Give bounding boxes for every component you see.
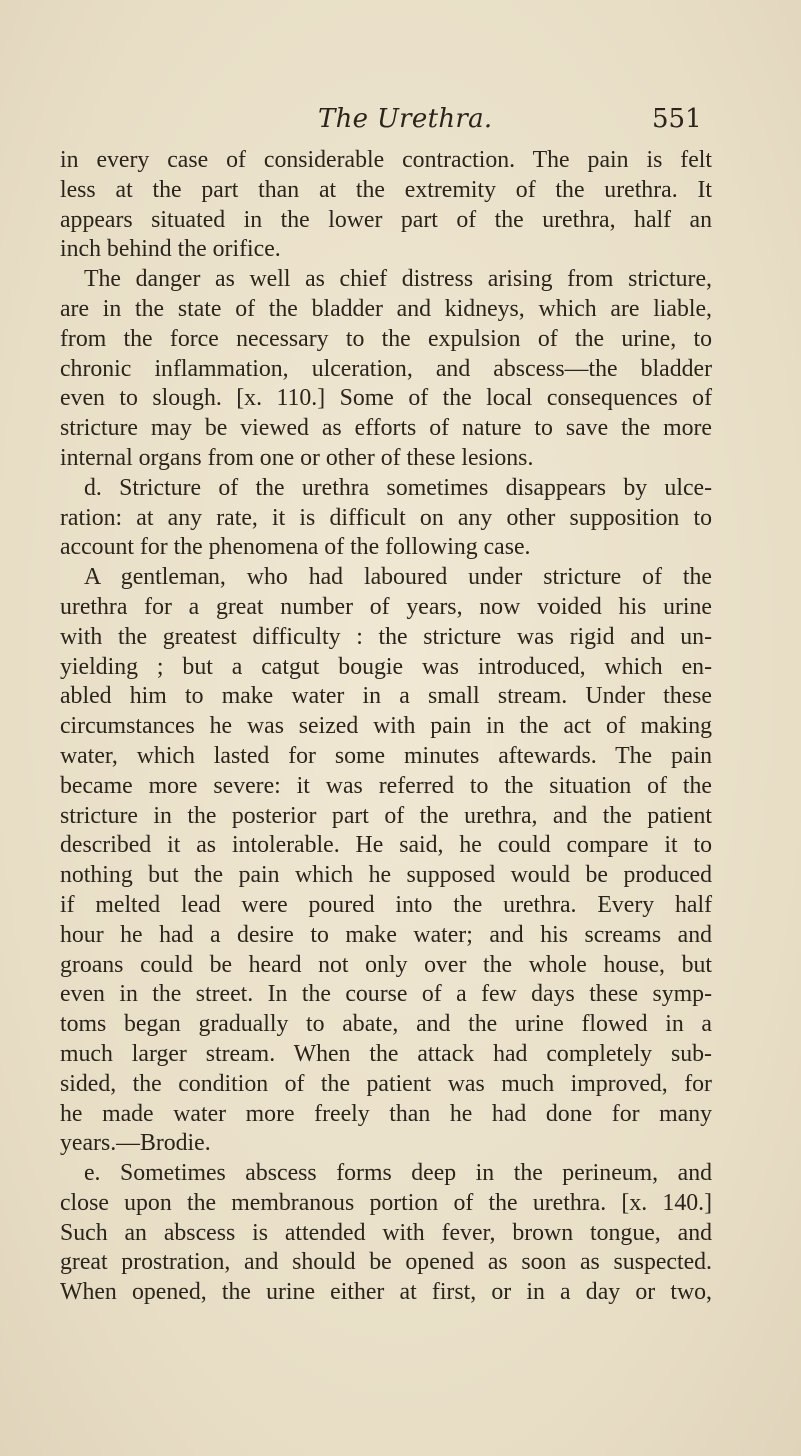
text-line: he made water more freely than he had done for many <box>60 1100 712 1127</box>
text-line: urethra for a great number of years, now voided his urine <box>60 593 712 620</box>
text-line: nothing but the pain which he supposed would be produced <box>60 862 712 889</box>
text-line: with the greatest difficulty : the stricture was rigid and un- <box>60 623 712 650</box>
text-line: d. Stricture of the urethra sometimes disappears by ulce- <box>84 474 712 501</box>
text-line: The danger as well as chief distress arising from stricture, <box>84 266 712 293</box>
text-line: abled him to make water in a small stream. Under these <box>60 683 712 710</box>
running-head <box>0 104 801 138</box>
text-line: groans could be heard not only over the whole house, but <box>60 951 712 978</box>
text-line: great prostration, and should be opened as soon as suspected. <box>60 1249 712 1276</box>
text-line: stricture may be viewed as efforts of nature to save the more <box>60 415 712 442</box>
text-line: if melted lead were poured into the urethra. Every half <box>60 891 712 918</box>
text-line: e. Sometimes abscess forms deep in the perineum, and <box>84 1160 712 1187</box>
text-line: circumstances he was seized with pain in the act of making <box>60 713 712 740</box>
text-line: stricture in the posterior part of the urethra, and the patient <box>60 802 712 829</box>
text-line: toms began gradually to abate, and the urine flowed in a <box>60 1011 712 1038</box>
text-line: ration: at any rate, it is difficult on any other supposition to <box>60 504 712 531</box>
text-line: less at the part than at the extremity of the urethra. It <box>60 176 712 203</box>
text-line: much larger stream. When the attack had completely sub- <box>60 1040 712 1067</box>
text-line: water, which lasted for some minutes aftewards. The pain <box>60 742 712 769</box>
text-line: internal organs from one or other of these lesions. <box>60 444 534 471</box>
text-line: even in the street. In the course of a few days these symp- <box>60 981 712 1008</box>
text-line: A gentleman, who had laboured under stricture of the <box>84 564 712 591</box>
text-line: chronic inflammation, ulceration, and abscess—the bladder <box>60 355 712 382</box>
text-line: from the force necessary to the expulsion of the urine, to <box>60 325 712 352</box>
text-line: are in the state of the bladder and kidneys, which are liable, <box>60 295 712 322</box>
text-line: When opened, the urine either at first, or in a day or two, <box>60 1279 712 1306</box>
text-line: years.—Brodie. <box>60 1130 211 1157</box>
text-line: close upon the membranous portion of the urethra. [x. 140.] <box>60 1189 712 1216</box>
text-line: sided, the condition of the patient was much improved, for <box>60 1070 712 1097</box>
text-line: yielding ; but a catgut bougie was introduced, which en- <box>60 653 712 680</box>
text-line: account for the phenomena of the following case. <box>60 534 531 561</box>
text-line: inch behind the orifice. <box>60 236 281 263</box>
body-text <box>60 146 712 1308</box>
text-line: in every case of considerable contraction. The pain is felt <box>60 147 712 173</box>
text-line: Such an abscess is attended with fever, brown tongue, and <box>60 1219 712 1246</box>
text-line: even to slough. [x. 110.] Some of the local consequences of <box>60 385 712 412</box>
page-number: 551 <box>652 104 702 134</box>
running-title: The Urethra. <box>318 104 493 134</box>
text-line: hour he had a desire to make water; and his screams and <box>60 921 712 948</box>
text-line: became more severe: it was referred to the situation of the <box>60 772 712 799</box>
text-line: described it as intolerable. He said, he could compare it to <box>60 832 712 859</box>
text-line: appears situated in the lower part of the urethra, half an <box>60 206 712 233</box>
